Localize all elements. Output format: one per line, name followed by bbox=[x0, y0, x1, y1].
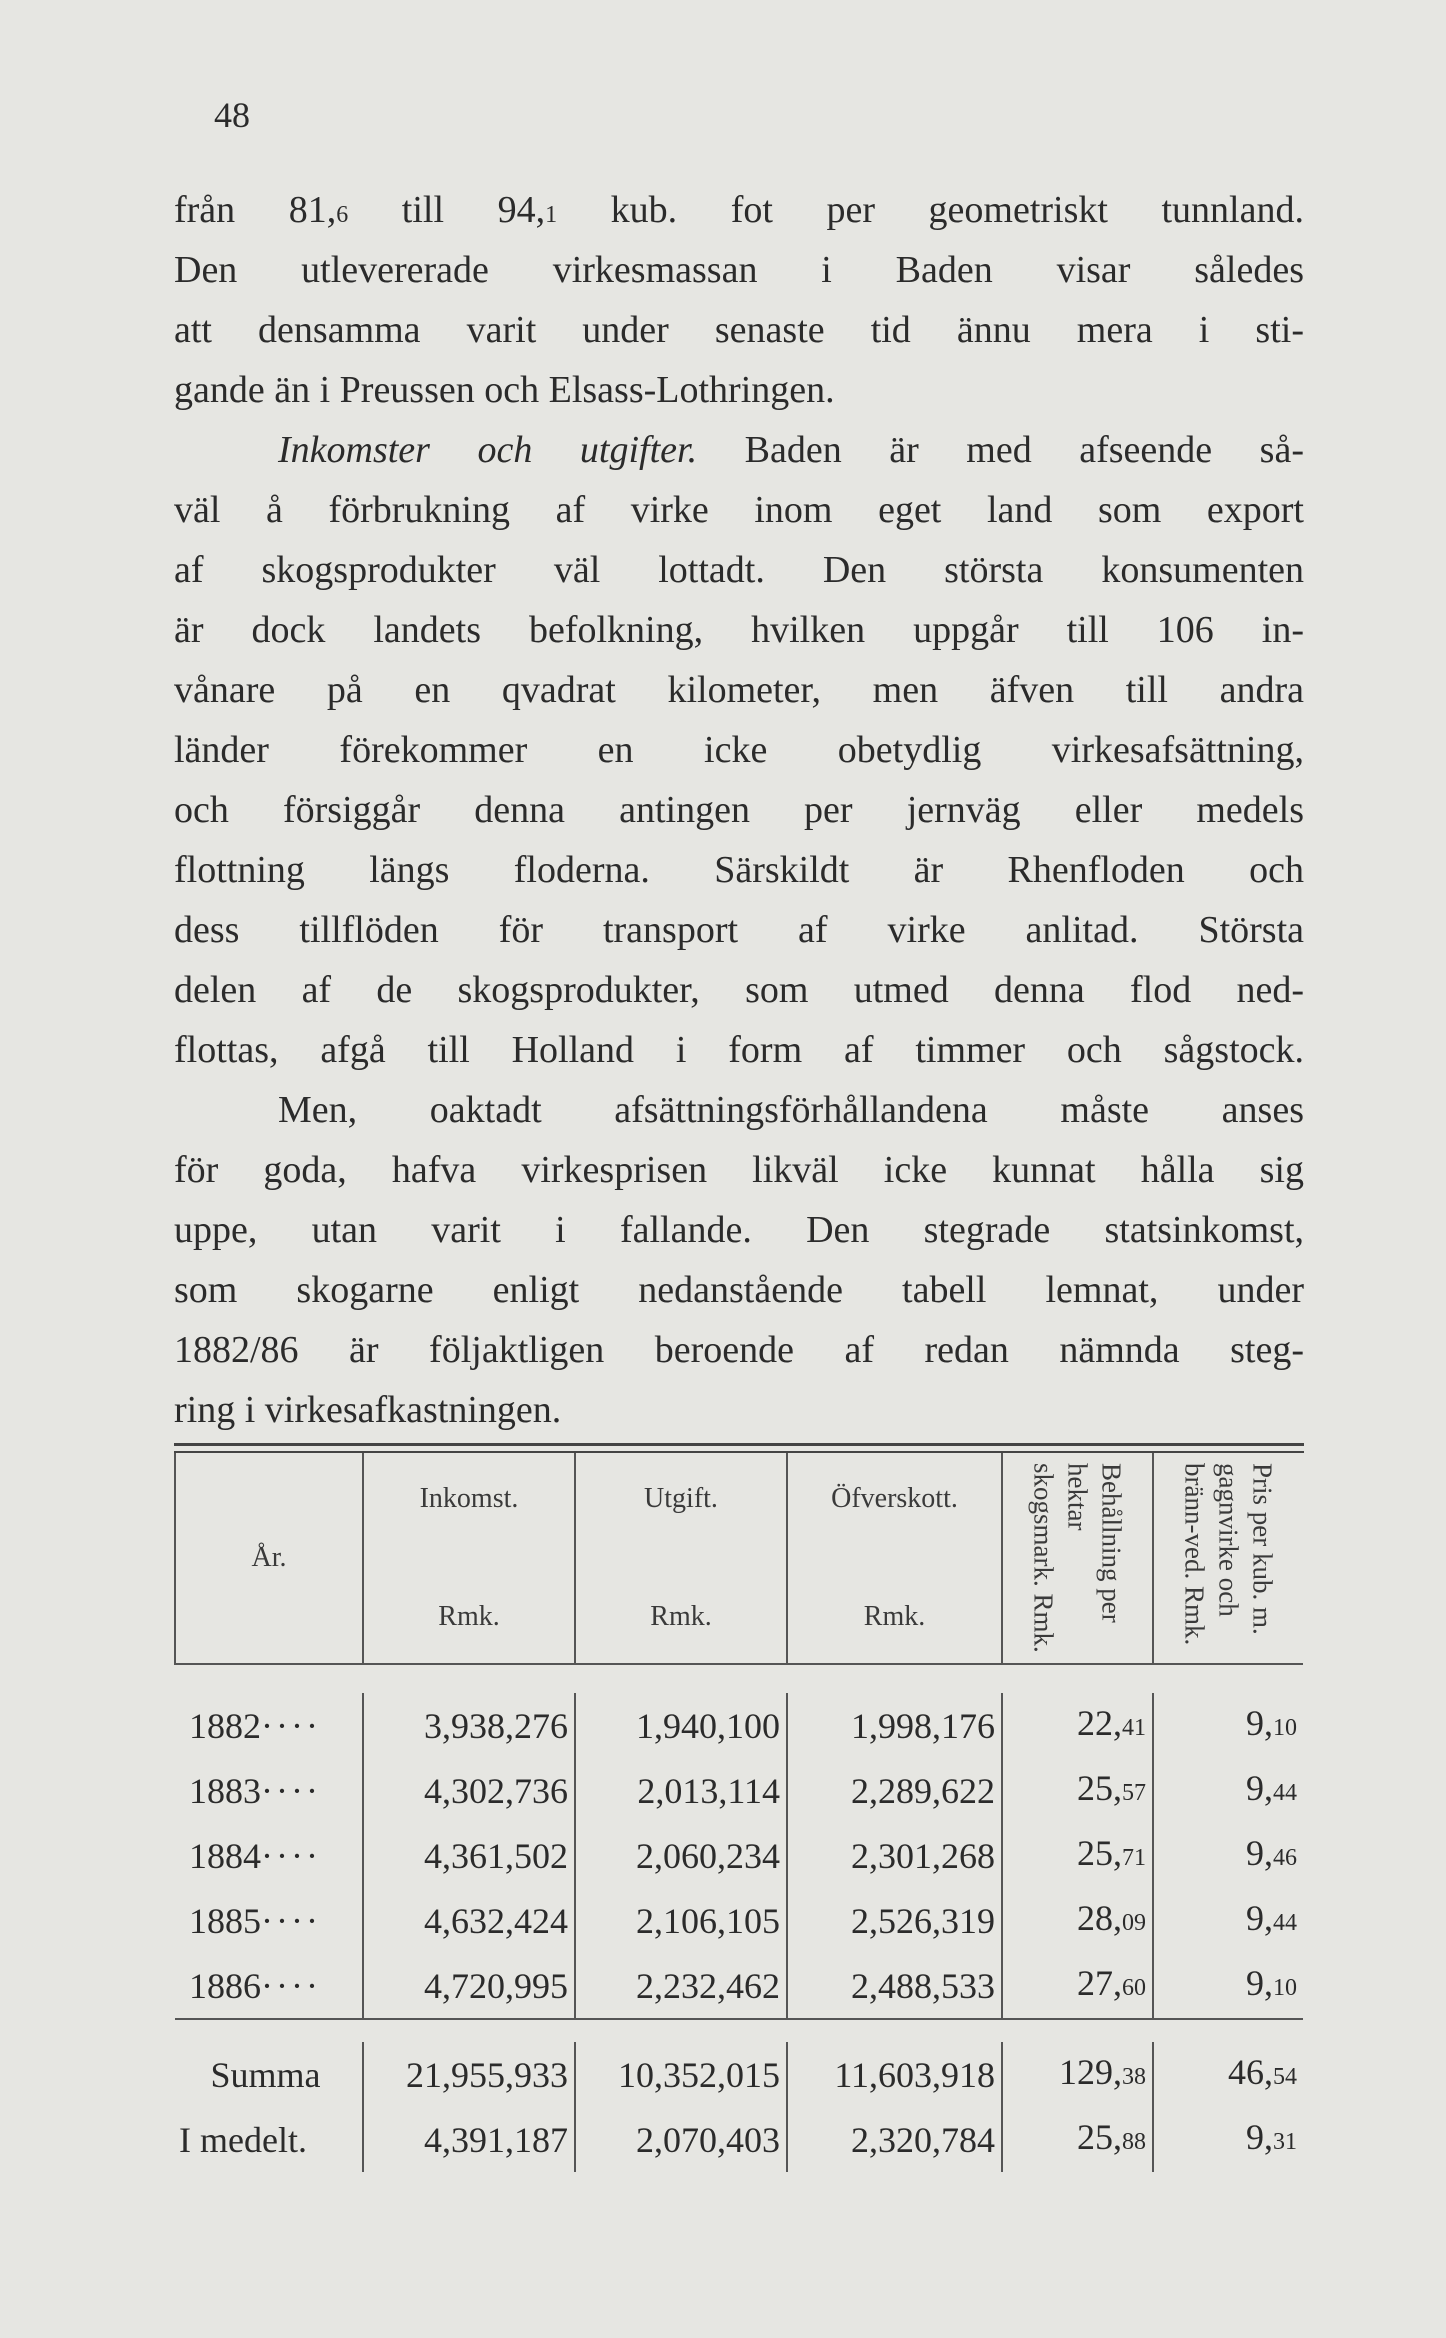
body-text bbox=[174, 180, 1304, 1440]
text-line: Inkomster och utgifter. Baden är med afseende så- bbox=[278, 429, 1304, 471]
text-line: flottning längs floderna. Särskildt är Rhenfloden och bbox=[174, 849, 1304, 891]
header-surplus: Öfverskott. Rmk. bbox=[787, 1453, 1002, 1664]
summary-row: I medelt. 4,391,187 2,070,403 2,320,784 25,88 9,31 bbox=[175, 2107, 1303, 2172]
text-line: väl å förbrukning af virke inom eget land som export bbox=[174, 489, 1304, 531]
header-yield: Behållning per hektar skogsmark. Rmk. bbox=[1002, 1453, 1153, 1664]
table-row: 1884···· 4,361,502 2,060,234 2,301,268 25,71 9,46 bbox=[175, 1823, 1303, 1888]
header-price: Pris per kub. m. gagnvirke och bränn-ved. Rmk. bbox=[1153, 1453, 1303, 1664]
table-row: 1885···· 4,632,424 2,106,105 2,526,319 28,09 9,44 bbox=[175, 1888, 1303, 1953]
text-line: delen af de skogsprodukter, som utmed denna flod ned- bbox=[174, 969, 1304, 1011]
table-row: 1882···· 3,938,276 1,940,100 1,998,176 22,41 9,10 bbox=[175, 1693, 1303, 1758]
statistics-table bbox=[174, 1443, 1304, 2172]
table-top-rule bbox=[174, 1443, 1304, 1446]
text-line: Den utlevererade virkesmassan i Baden visar således bbox=[174, 249, 1304, 291]
summary-row: Summa 21,955,933 10,352,015 11,603,918 129,38 46,54 bbox=[175, 2042, 1303, 2107]
header-income: Inkomst. Rmk. bbox=[363, 1453, 575, 1664]
page-number: 48 bbox=[214, 95, 250, 135]
text-line: som skogarne enligt nedanstående tabell lemnat, under bbox=[174, 1269, 1304, 1311]
header-expense: Utgift. Rmk. bbox=[575, 1453, 787, 1664]
text-line: är dock landets befolkning, hvilken uppgår till 106 in- bbox=[174, 609, 1304, 651]
text-line: af skogsprodukter väl lottadt. Den största konsumenten bbox=[174, 549, 1304, 591]
text-line: att densamma varit under senaste tid ännu mera i sti- bbox=[174, 309, 1304, 351]
text-line: gande än i Preussen och Elsass-Lothringen. bbox=[174, 369, 835, 411]
text-line: Men, oaktadt afsättningsförhållandena måste anses bbox=[278, 1089, 1304, 1131]
text-line: från 81,6 till 94,1 kub. fot per geometriskt tunnland. bbox=[174, 189, 1304, 231]
section-heading: Inkomster och utgifter. bbox=[278, 429, 698, 471]
header-year: År. bbox=[175, 1453, 363, 1664]
text-line: dess tillflöden för transport af virke anlitad. Största bbox=[174, 909, 1304, 951]
text-line: flottas, afgå till Holland i form af timmer och sågstock. bbox=[174, 1029, 1304, 1071]
text-line: uppe, utan varit i fallande. Den stegrade statsinkomst, bbox=[174, 1209, 1304, 1251]
text-line: länder förekommer en icke obetydlig virkesafsättning, bbox=[174, 729, 1304, 771]
table-header-row bbox=[175, 1453, 1303, 1664]
text-line: för goda, hafva virkesprisen likväl icke kunnat hålla sig bbox=[174, 1149, 1304, 1191]
text-line: 1882/86 är följaktligen beroende af redan nämnda steg- bbox=[174, 1329, 1304, 1371]
table-row: 1886···· 4,720,995 2,232,462 2,488,533 27,60 9,10 bbox=[175, 1953, 1303, 2019]
text-line: vånare på en qvadrat kilometer, men äfven till andra bbox=[174, 669, 1304, 711]
table-row: 1883···· 4,302,736 2,013,114 2,289,622 25,57 9,44 bbox=[175, 1758, 1303, 1823]
text-line: och försiggår denna antingen per jernväg eller medels bbox=[174, 789, 1304, 831]
text-line: ring i virkesafkastningen. bbox=[174, 1389, 562, 1431]
